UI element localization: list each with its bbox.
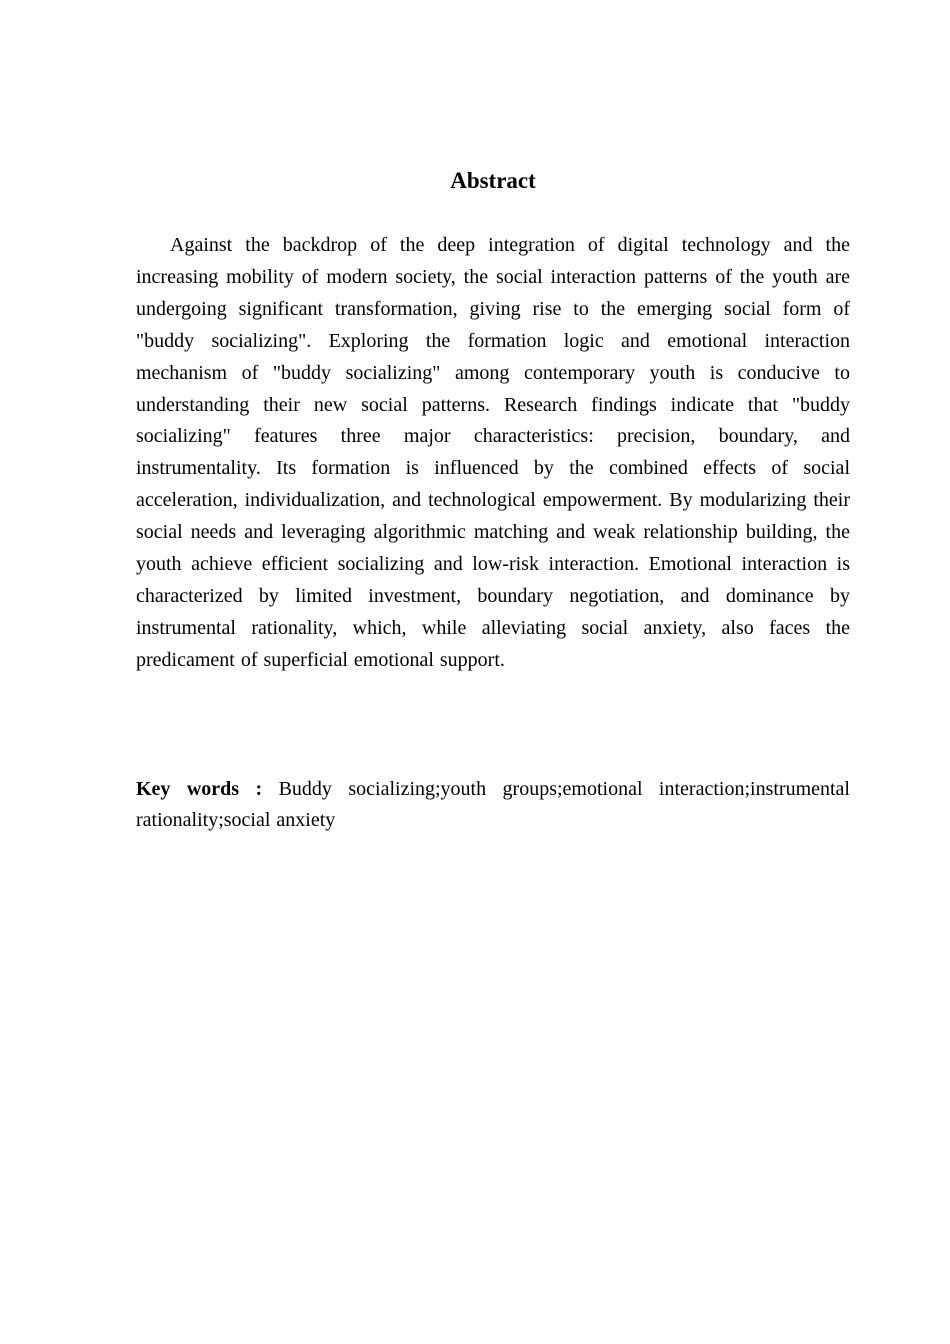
abstract-heading: Abstract	[450, 168, 536, 193]
abstract-body: Against the backdrop of the deep integration of digital technology and the increasing mobility of modern society, the social interaction patterns of the youth are undergoing significant transformation, giving rise to the emerging social form of "buddy socializing". Exploring the formation logic and emotional interaction mechanism of "buddy socializing" among contemporary youth is conducive to understanding their new social patterns. Research findings indicate that "buddy socializing" features three major characteristics: precision, boundary, and instrumentality. Its formation is influenced by the combined effects of social acceleration, individualization, and technological empowerment. By modularizing their social needs and leveraging algorithmic matching and weak relationship building, the youth achieve efficient socializing and low-risk interaction. Emotional interaction is characterized by limited investment, boundary negotiation, and dominance by instrumental rationality, which, while alleviating social anxiety, also faces the predicament of superficial emotional support.	[136, 234, 850, 671]
keywords-text: Buddy socializing;youth groups;emotional interaction;instrumental rationality;social anxiety	[136, 778, 850, 831]
keywords-paragraph	[136, 774, 850, 836]
keywords-label: Key words :	[136, 778, 263, 800]
